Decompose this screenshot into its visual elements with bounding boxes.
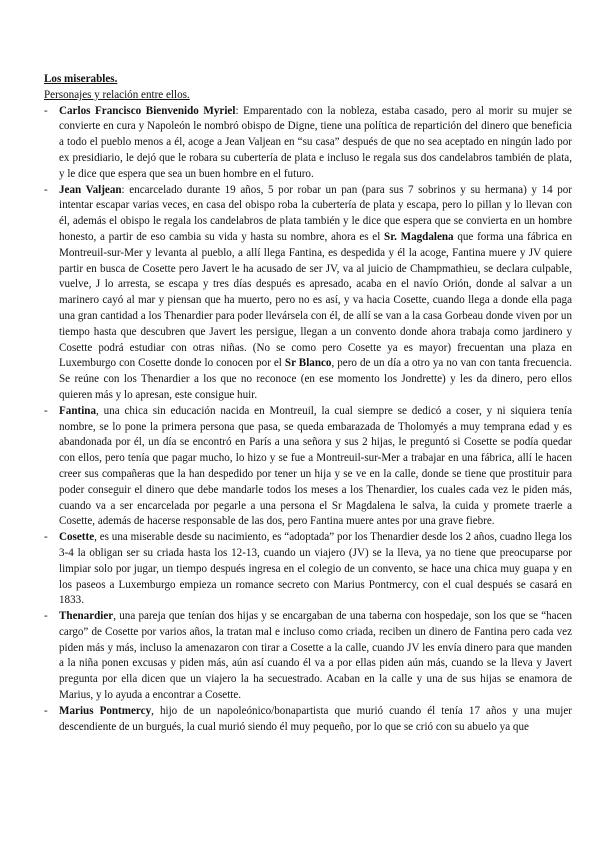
bullet-dash: - (44, 704, 48, 717)
character-entry (44, 104, 572, 183)
character-entry (44, 704, 572, 736)
character-list (44, 104, 572, 736)
character-description: , una chica sin educación nacida en Montreuil, la cual siempre se dedicó a coser, y ni siquiera tenía nombre, se lo pone la primera persona que pasa, se queda embarazada de Tholomyés a muy temprana edad y es abandonada por él, un día se encontró en París a una señora y sus 2 hijas, le preguntó si Cosette se podía quedar con ellos, pero tenía que pagar mucho, lo hizo y se fue a Montreuil-sur-Mer a trabajar en una fábrica, allí le hacen creer sus compañeras que la han despedido por tener un hija y se ve en la calle, donde se tiene que prostituir para poder conseguir el dinero que debe mandarle todos los meses a los Thenardier, los cuales cada vez le piden más, cuando va a ser encarcelada por pegarle a una persona el Sr Magdalena le salva, la cuida y promete traerle a Cosette, además de hacerse responsable de las dos, pero Fantina muere antes por una grave fiebre. (59, 404, 572, 528)
character-name: Jean Valjean (59, 183, 122, 196)
character-description: que forma una fábrica en Montreuil-sur-Mer y levanta al pueblo, a allí llega Fantina, es despedida y él la acoge, Fantina muere y JV quiere partir en busca de Cosette pero Javert le ha acusado de ser JV, va al juicio de Champmathieu, se declara culpable, vuelve, J lo arresta, se escapa y tres días después es apresado, acaba en el navío Orión, donde al salvar a un marinero cayó al mar y piensan que ha muerto, pero no es así, y va hacia Cosette, cuando llega a donde ella paga una gran cantidad a los Thenardier para poder llevársela con él, de allí se van a la casa Gorbeau donde viven por un tiempo hasta que descubren que Javert les persigue, llegan a un convento donde ahora trabaja como jardinero y Cosette podrá estudiar con otras niñas. (No se como pero Cosette ya es mayor) frecuentan una plaza en Luxemburgo con Cosette donde lo conocen por el (59, 230, 572, 370)
document-title: Los miserables. (44, 73, 118, 85)
character-entry (44, 530, 572, 609)
character-description: , es una miserable desde su nacimiento, es “adoptada” por los Thenardier desde los 2 años, cuadno llega los 3-4 la obligan ser su criada hasta los 12-13, cuando un viajero (JV) se la lleva, ya no tiene que preocuparse por limpiar solo por jugar, un tiempo después ingresa en el colegio de un convento, se hace una chica muy guapa y en los paseos a Luxemburgo empieza un romance secreto con Marius Pontmercy, con el cual después se casará en 1833. (59, 531, 572, 607)
character-name: Carlos Francisco Bienvenido Myriel (59, 104, 236, 117)
character-name: Thenardier (59, 610, 114, 623)
bullet-dash: - (44, 183, 48, 196)
character-description: : encarcelado durante 19 años, 5 por robar un pan (para sus 7 sobrinos y su hermana) y 14 por intentar escapar varias veces, en casa del obispo roba la cubertería de plata y escapa, pero lo pillan y lo llevan con él, además el obispo le regala los candelabros de plata también y le dice que espera que se convierta en un hombre honesto, a partir de eso cambia su vida y hasta su nombre, ahora es el (59, 183, 572, 243)
character-name: Sr. Magdalena (384, 230, 454, 243)
bullet-dash: - (44, 531, 48, 544)
character-entry (44, 183, 572, 404)
character-entry (44, 404, 572, 530)
bullet-dash: - (44, 610, 48, 623)
bullet-dash: - (44, 404, 48, 417)
character-name: Fantina (59, 404, 96, 417)
character-entry (44, 609, 572, 704)
character-description: , hijo de un napoleónico/bonapartista que murió cuando él tenía 17 años y una mujer descendiente de un burgués, la cual murió siendo él muy pequeño, por lo que se crió con su abuelo ya que (59, 704, 572, 733)
character-description: , pero de un día a otro ya no van con tanta frecuencia. Se reúne con los Thenardier a los que no reconoce (en ese momento los Jondrette) y les da dinero, pero ellos quieren más y lo apresan, este consigue huir. (59, 357, 573, 401)
character-name: Marius Pontmercy (59, 704, 152, 717)
character-name: Sr Blanco (284, 357, 332, 370)
character-description: : Emparentado con la nobleza, estaba casado, pero al morir su mujer se convierte en cura y Napoleón le nombró obispo de Digne, tiene una política de repartición del dinero que beneficia a todo el pueblo menos a él, acoge a Jean Valjean en “su casa” después de que no sea aceptado en ningún lado por ex presidiario, le dejó que le robara su cubertería de plata e incluso le regala sus dos candelabros también de plata, y le dice que espera que sea un buen hombre en el futuro. (59, 104, 572, 180)
bullet-dash: - (44, 104, 48, 117)
character-name: Cosette (59, 531, 95, 544)
document-subtitle: Personajes y relación entre ellos. (44, 88, 190, 101)
character-description: , una pareja que tenían dos hijas y se encargaban de una taberna con hospedaje, son los que se “hacen cargo” de Cosette por varios años, la tratan mal e incluso como criada, reciben un dinero de Fantina pero cada vez piden más y más, incluso la amenazaron con tirar a Cosette a la calle, cuando JV les envía dinero para que manden a la niña ponen excusas y piden más, aún así cuando él va a por ellas piden aún más, cuando se la lleva y Javert pregunta por ella dicen que un viajero la ha secuestrado. Acaban en la calle y una de sus hijas se enamora de Marius, y lo ayuda a encontrar a Cosette. (59, 610, 572, 702)
